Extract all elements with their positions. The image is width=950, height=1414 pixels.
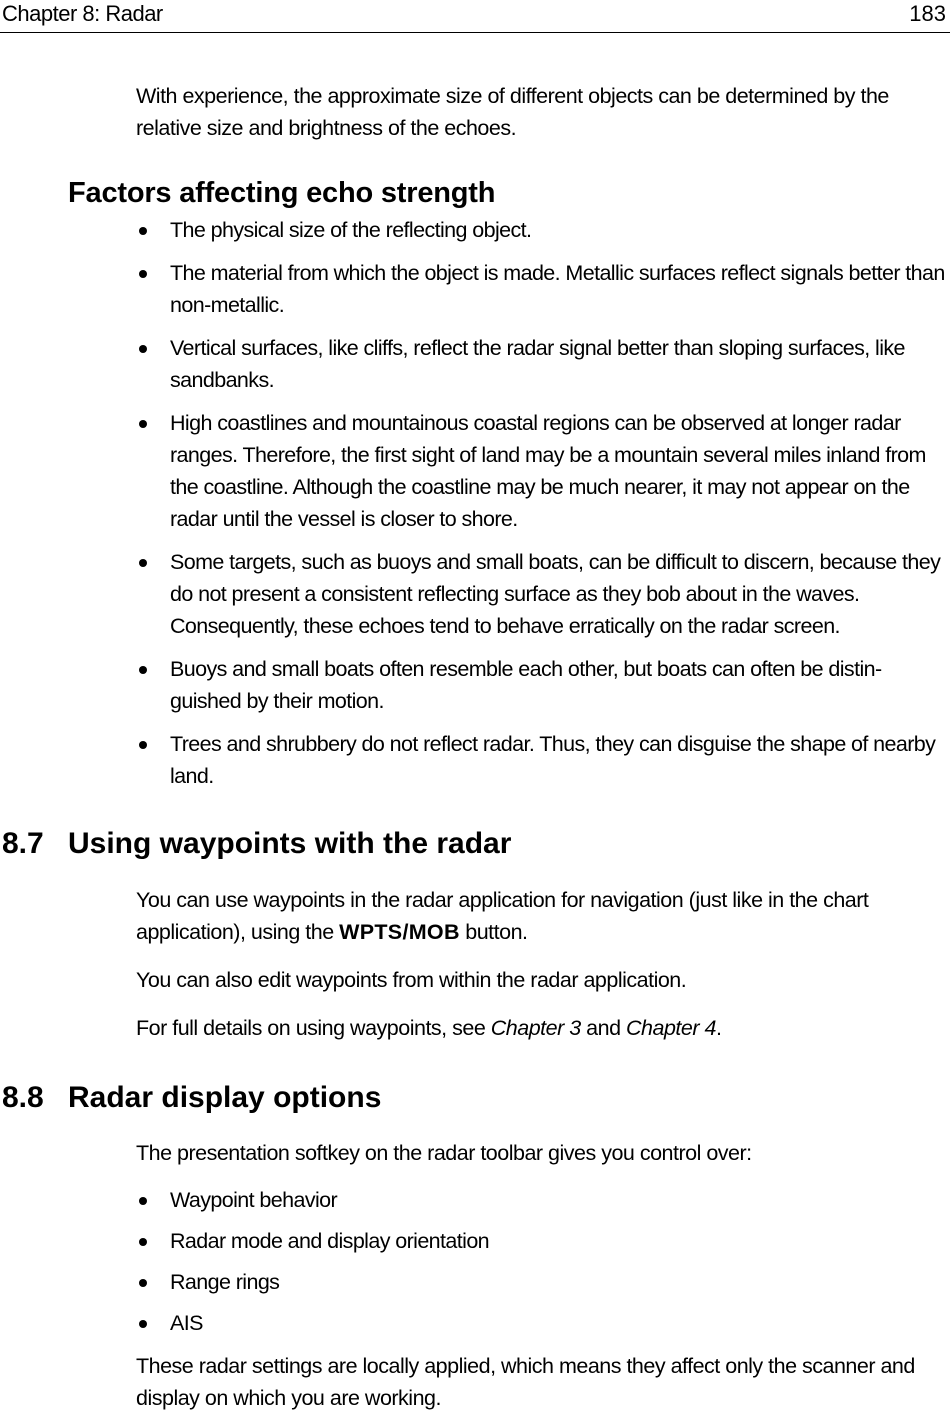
list-item: High coastlines and mountainous coastal regions can be observed at longer radar ranges. Therefore, the first sight of land may be a mountain several miles inland from the coastline. Although the coastline may be much nearer, it may not appear on the radar until the vessel is closer to shore.: [136, 407, 948, 535]
factors-list: [136, 214, 948, 803]
display-options-list: [136, 1184, 948, 1348]
text-run: You can use waypoints in the radar application for navigation (just like in the chart application), using the: [136, 888, 869, 944]
text-run: For full details on using waypoints, see: [136, 1016, 491, 1040]
page-number: 183: [909, 1, 946, 26]
chapter-title: Chapter 8: Radar: [2, 1, 163, 26]
display-options-outro: These radar settings are locally applied, which means they affect only the scanner and display on which you are working.: [136, 1354, 915, 1410]
section-8-7-heading: [2, 826, 511, 862]
list-item: Radar mode and display orientation: [136, 1225, 948, 1257]
list-item: Range rings: [136, 1266, 948, 1298]
intro-paragraph: With experience, the approximate size of different objects can be determined by the relative size and brightness of the echoes.: [136, 84, 889, 140]
section-number: 8.8: [2, 1081, 44, 1114]
waypoints-paragraph-3: [136, 1012, 948, 1044]
list-item: Buoys and small boats often resemble each other, but boats can often be distin-guished by their motion.: [136, 653, 948, 717]
list-item: The material from which the object is made. Metallic surfaces reflect signals better than non-metallic.: [136, 257, 948, 321]
text-run: .: [715, 1016, 722, 1040]
list-item: Vertical surfaces, like cliffs, reflect the radar signal better than sloping surfaces, like sandbanks.: [136, 332, 948, 396]
waypoints-paragraph-2: You can also edit waypoints from within the radar application.: [136, 968, 687, 992]
section-title: Using waypoints with the radar: [68, 827, 512, 860]
chapter-4-link[interactable]: Chapter 4: [626, 1016, 716, 1040]
section-title: Radar display options: [68, 1081, 382, 1114]
list-item: The physical size of the reflecting object.: [136, 214, 948, 246]
list-item: AIS: [136, 1307, 948, 1339]
display-options-intro: The presentation softkey on the radar toolbar gives you control over:: [136, 1141, 752, 1165]
chapter-3-link[interactable]: Chapter 3: [490, 1016, 581, 1040]
wpts-mob-button-label: WPTS/MOB: [339, 920, 460, 944]
running-header: [0, 0, 950, 33]
text-run: button.: [459, 920, 528, 944]
section-number: 8.7: [2, 827, 44, 860]
text-run: and: [580, 1016, 627, 1040]
list-item: Waypoint behavior: [136, 1184, 948, 1216]
factors-heading: Factors affecting echo strength: [68, 177, 496, 209]
list-item: Some targets, such as buoys and small boats, can be difficult to discern, because they do not present a consistent reflecting surface as they bob about in the waves. Consequently, these echoes tend to behave erratically on the radar screen.: [136, 546, 948, 642]
list-item: Trees and shrubbery do not reflect radar. Thus, they can disguise the shape of nearby land.: [136, 728, 948, 792]
section-8-8-heading: [2, 1080, 381, 1116]
waypoints-paragraph-1: [136, 884, 948, 948]
